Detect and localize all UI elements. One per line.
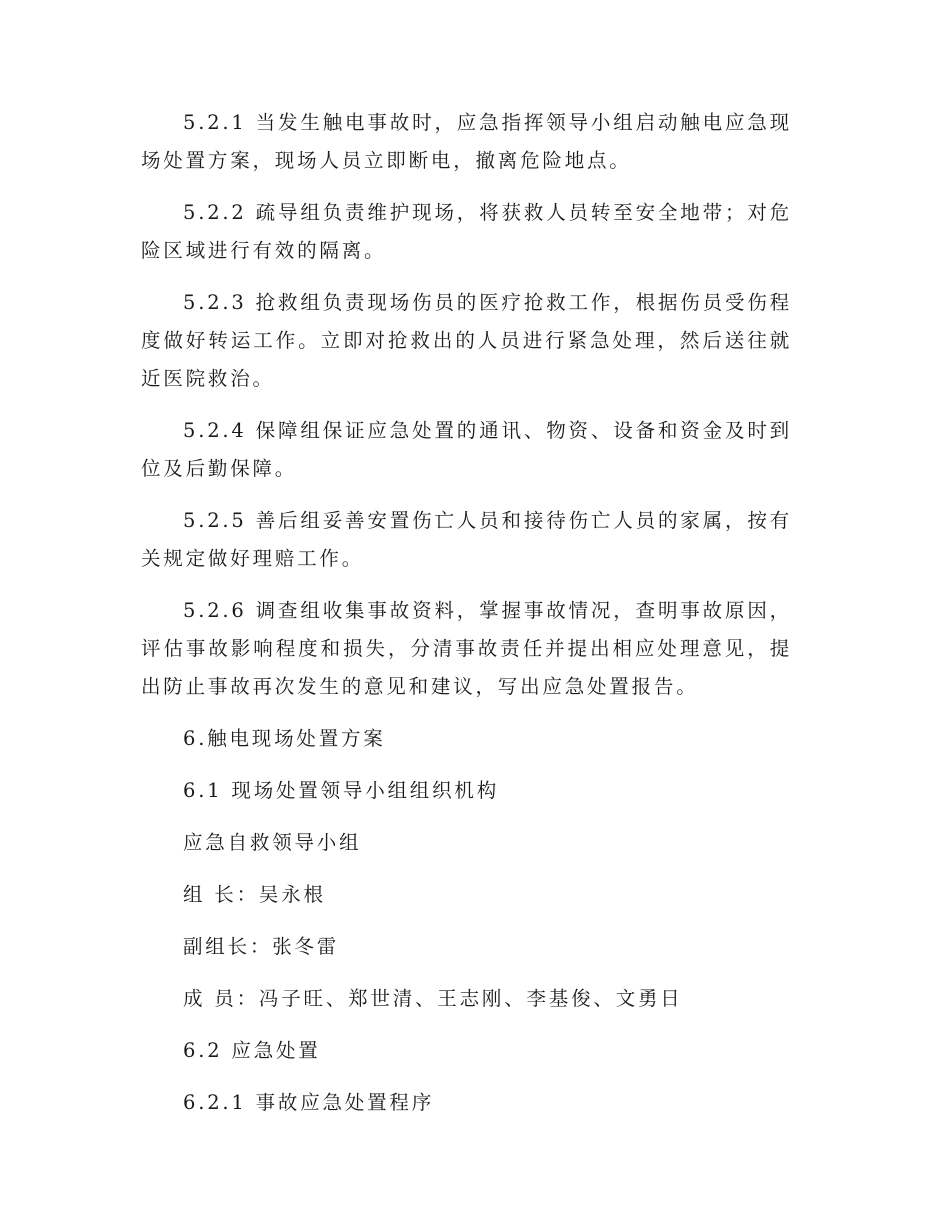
group-members: 成 员：冯子旺、郑世清、王志刚、李基俊、文勇日 bbox=[183, 987, 683, 1010]
paragraph-5-2-3: 5.2.3 抢救组负责现场伤员的医疗抢救工作，根据伤员受伤程度做好转运工作。立即对抢救出的人员进行紧急处理，然后送往就近医院救治。 bbox=[141, 291, 792, 390]
paragraph-5-2-1: 5.2.1 当发生触电事故时，应急指挥领导小组启动触电应急现场处置方案，现场人员立即断电，撤离危险地点。 bbox=[141, 111, 792, 172]
paragraph-5-2-6: 5.2.6 调查组收集事故资料，掌握事故情况，查明事故原因，评估事故影响程度和损失，分清事故责任并提出相应处理意见，提出防止事故再次发生的意见和建议，写出应急处置报告。 bbox=[141, 599, 792, 698]
group-name: 应急自救领导小组 bbox=[183, 831, 362, 854]
section-6-2-heading: 6.2 应急处置 bbox=[183, 1039, 321, 1062]
section-6-1-heading: 6.1 现场处置领导小组组织机构 bbox=[183, 779, 500, 802]
paragraph-5-2-2: 5.2.2 疏导组负责维护现场，将获救人员转至安全地带；对危险区域进行有效的隔离。 bbox=[141, 201, 792, 262]
paragraph-5-2-4: 5.2.4 保障组保证应急处置的通讯、物资、设备和资金及时到位及后勤保障。 bbox=[141, 419, 792, 480]
paragraph-5-2-5: 5.2.5 善后组妥善安置伤亡人员和接待伤亡人员的家属，按有关规定做好理赔工作。 bbox=[141, 509, 792, 570]
section-6-heading: 6.触电现场处置方案 bbox=[183, 727, 386, 750]
group-deputy-leader: 副组长：张冬雷 bbox=[183, 935, 340, 958]
group-leader: 组 长：吴永根 bbox=[183, 883, 326, 906]
section-6-2-1-heading: 6.2.1 事故应急处置程序 bbox=[183, 1091, 435, 1114]
